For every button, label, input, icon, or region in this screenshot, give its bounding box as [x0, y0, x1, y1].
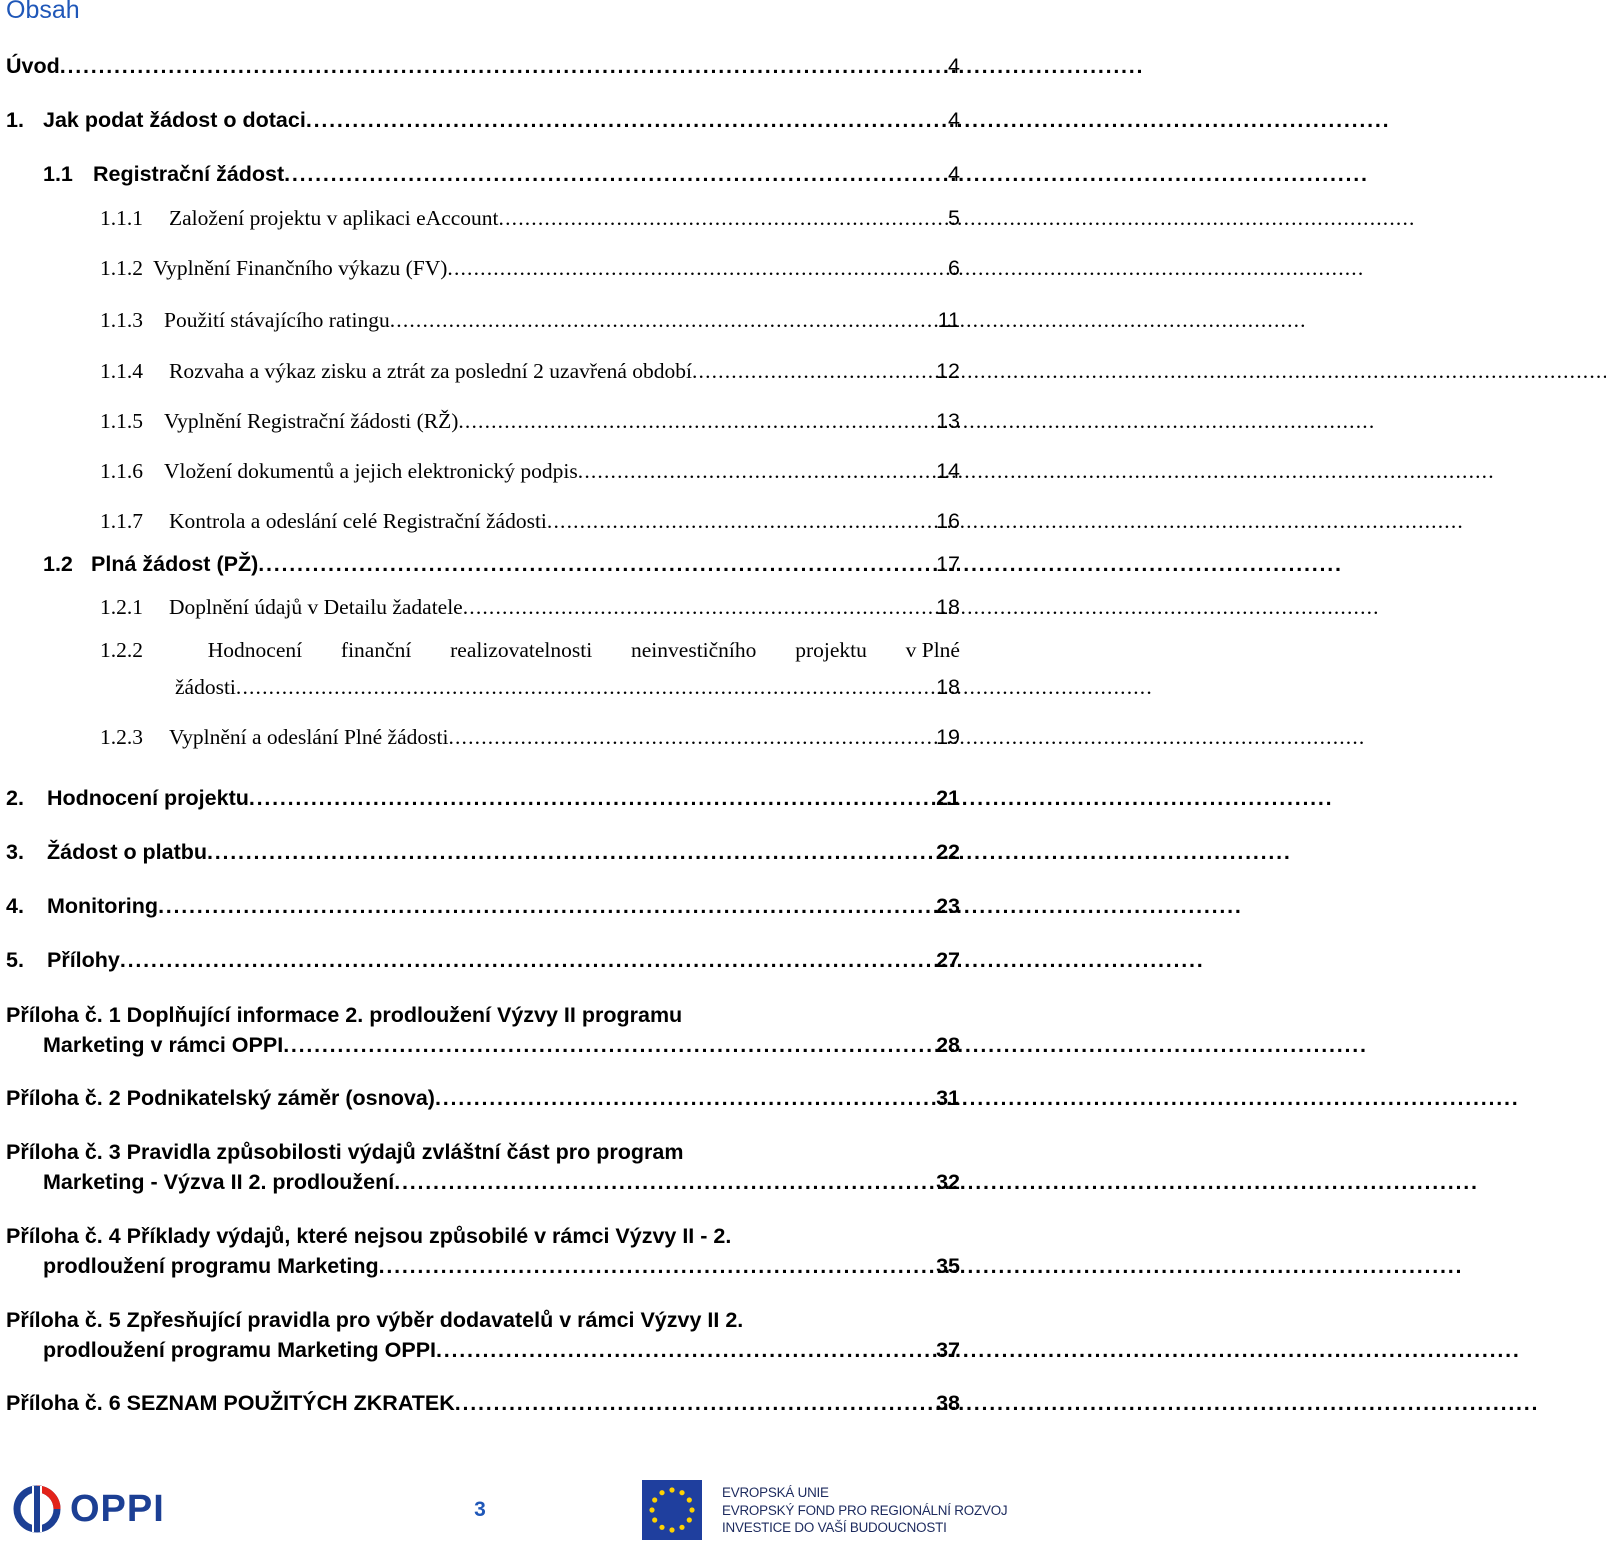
toc-entry-title: Plná žádost (PŽ) — [91, 552, 259, 576]
toc-page-number: 14 — [936, 459, 960, 483]
toc-entry-1-2-1[interactable] — [100, 597, 960, 619]
toc-leader — [578, 461, 932, 483]
toc-entry-title: Žádost o platbu — [47, 840, 208, 864]
toc-entry-2[interactable] — [6, 788, 960, 810]
toc-entry-1-1[interactable] — [43, 164, 960, 186]
toc-entry-1-2-2-continued[interactable] — [175, 677, 960, 699]
toc-leader — [458, 411, 932, 433]
toc-entry-number: 1.2.1 — [100, 595, 143, 619]
page-number: 3 — [474, 1498, 486, 1521]
toc-entry-number: 1. — [6, 108, 24, 132]
toc-entry-priloha-2[interactable] — [6, 1088, 960, 1110]
eu-text-line: EVROPSKÝ FOND PRO REGIONÁLNÍ ROZVOJ — [722, 1502, 1008, 1518]
toc-entry-number: 4. — [6, 894, 24, 918]
toc-leader — [394, 1172, 932, 1194]
toc-page-number: 12 — [936, 359, 960, 383]
toc-leader — [390, 310, 934, 332]
toc-entry-title: Hodnocení projektu — [47, 786, 249, 810]
toc-entry-priloha-5[interactable] — [6, 1310, 960, 1361]
toc-entry-number: 5. — [6, 948, 24, 972]
toc-entry-title: Použití stávajícího ratingu — [164, 308, 390, 332]
toc-entry-priloha-6[interactable] — [6, 1393, 960, 1415]
toc-leader — [447, 258, 944, 280]
toc-entry-1-2[interactable] — [43, 554, 960, 576]
toc-leader — [283, 1035, 932, 1057]
toc-entry-priloha-4[interactable] — [6, 1226, 960, 1277]
toc-entry-title: Rozvaha a výkaz zisku a ztrát za poslední 2 uzavřená období — [169, 359, 692, 383]
toc-entry-title-word: v Plné — [905, 638, 960, 662]
toc-entry-priloha-3[interactable] — [6, 1142, 960, 1193]
toc-heading: Obsah — [6, 0, 80, 24]
toc-leader — [547, 511, 932, 533]
toc-entry-1-1-1[interactable] — [100, 208, 960, 230]
toc-entry-title-word: projektu — [795, 638, 867, 662]
toc-leader — [207, 842, 932, 864]
toc-leader — [379, 1256, 932, 1278]
toc-page-number: 4 — [948, 162, 960, 186]
toc-entry-title: Založení projektu v aplikaci eAccount — [169, 206, 499, 230]
toc-leader — [120, 950, 932, 972]
eu-funding-text — [722, 1484, 1007, 1537]
toc-leader — [158, 896, 932, 918]
toc-entry-number: 1.1.3 — [100, 308, 143, 332]
toc-entry-title-line1: Příloha č. 5 Zpřesňující pravidla pro výběr dodavatelů v rámci Výzvy II 2. — [6, 1308, 744, 1332]
toc-page-number: 37 — [936, 1337, 960, 1362]
toc-leader — [306, 110, 944, 132]
toc-entry-number: 1.1.4 — [100, 359, 143, 383]
toc-entry-5[interactable] — [6, 950, 960, 972]
toc-entry-title-line1: Příloha č. 1 Doplňující informace 2. prodloužení Výzvy II programu — [6, 1003, 683, 1027]
toc-page-number: 27 — [936, 948, 960, 972]
toc-entry-1[interactable] — [6, 110, 960, 132]
toc-entry-1-1-7[interactable] — [100, 511, 960, 533]
toc-entry-number: 2. — [6, 786, 24, 810]
toc-page-number: 19 — [936, 725, 960, 749]
toc-entry-1-1-2[interactable] — [100, 258, 960, 280]
eu-text-line: INVESTICE DO VAŠÍ BUDOUCNOSTI — [722, 1520, 947, 1535]
toc-page-number: 18 — [936, 595, 960, 619]
toc-entry-number: 1.1.7 — [100, 509, 143, 533]
eu-text-line: EVROPSKÁ UNIE — [722, 1485, 829, 1500]
toc-page-number: 22 — [936, 840, 960, 864]
toc-entry-1-1-6[interactable] — [100, 461, 960, 483]
toc-entry-title: Doplnění údajů v Detailu žadatele — [169, 595, 463, 619]
toc-entry-1-1-4[interactable] — [100, 361, 960, 383]
toc-entry-1-1-3[interactable] — [100, 310, 960, 332]
toc-page-number: 31 — [936, 1086, 960, 1110]
toc-page-number: 13 — [936, 409, 960, 433]
oppi-logo-text: OPPI — [70, 1488, 165, 1530]
toc-page-number: 28 — [936, 1032, 960, 1057]
toc-leader — [463, 597, 932, 619]
toc-leader — [436, 1340, 932, 1362]
toc-leader — [455, 1393, 932, 1415]
toc-entry-number: 1.1.2 — [100, 256, 143, 280]
toc-page-number: 21 — [936, 786, 960, 810]
toc-entry-title: Monitoring — [47, 894, 159, 918]
toc-entry-1-1-5[interactable] — [100, 411, 960, 433]
toc-entry-title-line1: Příloha č. 4 Příklady výdajů, které nejsou způsobilé v rámci Výzvy II - 2. — [6, 1224, 732, 1248]
toc-entry-title-line2: prodloužení programu Marketing OPPI — [43, 1337, 437, 1362]
toc-entry-title-line2: prodloužení programu Marketing — [43, 1253, 379, 1278]
toc-entry-title-word: neinvestičního — [631, 638, 757, 662]
toc-entry-title: Příloha č. 2 Podnikatelský záměr (osnova) — [6, 1086, 435, 1110]
toc-entry-1-2-3[interactable] — [100, 727, 960, 749]
toc-entry-number: 1.2 — [43, 552, 73, 576]
toc-leader — [435, 1088, 932, 1110]
toc-page-number: 5 — [948, 206, 960, 230]
toc-entry-uvod[interactable] — [6, 56, 960, 78]
toc-entry-title: Jak podat žádost o dotaci — [43, 108, 306, 132]
toc-entry-1-2-2[interactable] — [100, 638, 960, 663]
toc-entry-number: 1.1.6 — [100, 459, 143, 483]
toc-leader — [60, 56, 944, 78]
toc-page-number: 11 — [937, 308, 960, 332]
toc-entry-title-line1: Příloha č. 3 Pravidla způsobilosti výdajů zvláštní část pro program — [6, 1140, 684, 1164]
toc-leader — [284, 164, 944, 186]
toc-entry-number: 3. — [6, 840, 24, 864]
toc-entry-number: 1.1 — [43, 162, 73, 186]
toc-entry-number: 1.2.2 — [100, 638, 143, 662]
toc-entry-title: Vyplnění Finančního výkazu (FV) — [153, 256, 448, 280]
toc-entry-number: 1.2.3 — [100, 725, 143, 749]
toc-page-number: 16 — [936, 509, 960, 533]
toc-leader — [236, 677, 932, 699]
toc-entry-title: žádosti — [175, 675, 236, 699]
toc-entry-title: Vložení dokumentů a jejich elektronický podpis — [164, 459, 578, 483]
toc-entry-title-line2: Marketing - Výzva II 2. prodloužení — [43, 1169, 395, 1194]
toc-leader — [258, 554, 932, 576]
toc-entry-3[interactable] — [6, 842, 960, 864]
toc-page-number: 6 — [948, 256, 960, 280]
toc-page-number: 4 — [948, 54, 960, 78]
toc-page-number: 23 — [936, 894, 960, 918]
toc-page-number: 38 — [936, 1391, 960, 1415]
toc-entry-title-word: realizovatelnosti — [450, 638, 593, 662]
toc-page-number: 17 — [936, 552, 960, 576]
toc-entry-title: Příloha č. 6 SEZNAM POUŽITÝCH ZKRATEK — [6, 1391, 455, 1415]
toc-entry-title: Vyplnění a odeslání Plné žádosti — [169, 725, 449, 749]
toc-page-number: 35 — [936, 1253, 960, 1278]
toc-entry-number: 1.1.1 — [100, 206, 143, 230]
toc-entry-4[interactable] — [6, 896, 960, 918]
toc-leader — [692, 361, 932, 383]
toc-entry-title: Kontrola a odeslání celé Registrační žádosti — [169, 509, 547, 533]
toc-entry-title-line2: Marketing v rámci OPPI — [43, 1032, 284, 1057]
toc-page-number: 32 — [936, 1169, 960, 1194]
page-footer — [0, 1470, 1008, 1548]
toc-entry-title: Přílohy — [47, 948, 120, 972]
toc-leader — [448, 727, 932, 749]
toc-entry-priloha-1[interactable] — [6, 1005, 960, 1056]
toc-entry-title: Vyplnění Registrační žádosti (RŽ) — [164, 409, 459, 433]
toc-page-number: 4 — [948, 108, 960, 132]
toc-leader — [249, 788, 932, 810]
toc-leader — [499, 208, 944, 230]
toc-entry-title: Úvod — [6, 54, 60, 78]
toc-entry-title-word: finanční — [340, 638, 412, 662]
toc-entry-number: 1.1.5 — [100, 409, 143, 433]
eu-flag-icon — [642, 1480, 702, 1540]
toc-entry-title: Registrační žádost — [93, 162, 285, 186]
toc-entry-title-word: Hodnocení — [207, 638, 303, 662]
toc-page-number: 18 — [936, 675, 960, 699]
